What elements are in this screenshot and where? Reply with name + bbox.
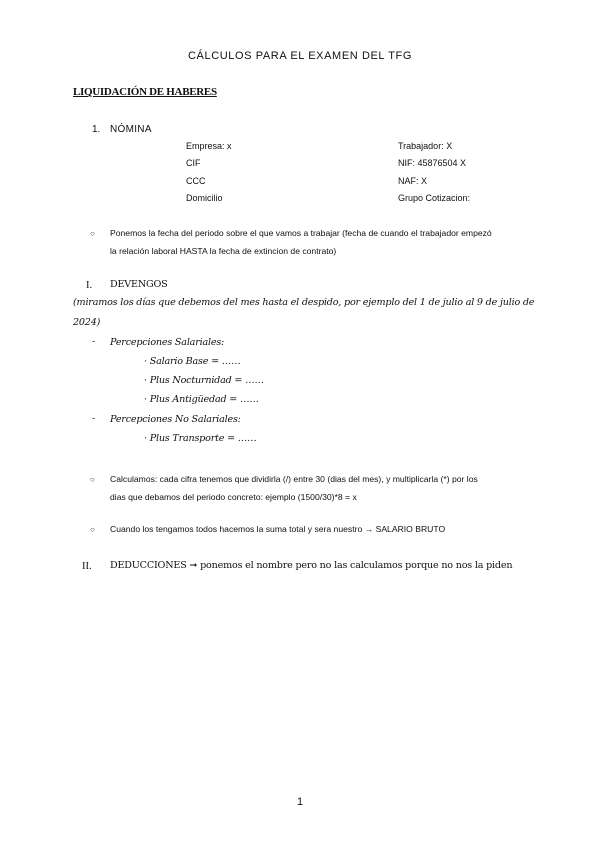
document-title: CÁLCULOS PARA EL EXAMEN DEL TFG: [188, 50, 412, 62]
devengos-roman: I.: [86, 280, 93, 291]
page-number: 1: [296, 796, 304, 808]
note-calculamos-line2: dias que debamos del periodo concreto: ejemplo (1500/30)*8 = x: [110, 492, 357, 502]
plus-antiguedad-item: · Plus Antigüedad = ……: [144, 394, 259, 405]
percepciones-salariales-label: Percepciones Salariales:: [110, 337, 225, 348]
note-calculamos-line1: Calculamos: cada cifra tenemos que dividirla (/) entre 30 (dias del mes), y multiplicarla (*) por los: [110, 474, 478, 484]
section-heading: LIQUIDACIÓN DE HABERES: [73, 86, 217, 98]
dash-marker: -: [92, 336, 96, 347]
dash-marker: -: [92, 413, 96, 424]
list-number: 1.: [92, 124, 101, 135]
note-periodo-line1: Ponemos la fecha del periodo sobre el que vamos a trabajar (fecha de cuando el trabajador empezó: [110, 228, 492, 238]
field-grupo-cotizacion: Grupo Cotizacion:: [398, 193, 471, 203]
note-periodo-line2: la relación laboral HASTA la fecha de extincion de contrato): [110, 246, 337, 256]
devengos-note-line1: (miramos los días que debemos del mes hasta el despido, por ejemplo del 1 de julio al 9 de julio de: [73, 297, 535, 308]
devengos-note-line2: 2024): [73, 317, 101, 328]
field-nif: NIF: 45876504 X: [398, 158, 467, 168]
bullet-icon: ○: [90, 475, 95, 484]
field-cif: CIF: [186, 158, 201, 168]
bullet-icon: ○: [90, 525, 95, 534]
percepciones-no-salariales-label: Percepciones No Salariales:: [110, 414, 241, 425]
bullet-icon: ○: [90, 229, 95, 238]
plus-nocturnidad-item: · Plus Nocturnidad = ……: [144, 375, 264, 386]
field-trabajador: Trabajador: X: [398, 141, 453, 151]
nomina-label: NÓMINA: [110, 124, 152, 135]
field-empresa: Empresa: x: [186, 141, 232, 151]
field-domicilio: Domicilio: [186, 193, 223, 203]
field-ccc: CCC: [186, 176, 206, 186]
deducciones-label: DEDUCCIONES ➞ ponemos el nombre pero no las calculamos porque no nos la piden: [110, 560, 513, 571]
plus-transporte-item: · Plus Transporte = ……: [144, 433, 257, 444]
salario-base-item: · Salario Base = ……: [144, 356, 241, 367]
note-suma: Cuando los tengamos todos hacemos la suma total y sera nuestro → SALARIO BRUTO: [110, 524, 446, 534]
field-naf: NAF: X: [398, 176, 428, 186]
devengos-label: DEVENGOS: [110, 279, 168, 290]
deducciones-roman: II.: [82, 561, 92, 572]
